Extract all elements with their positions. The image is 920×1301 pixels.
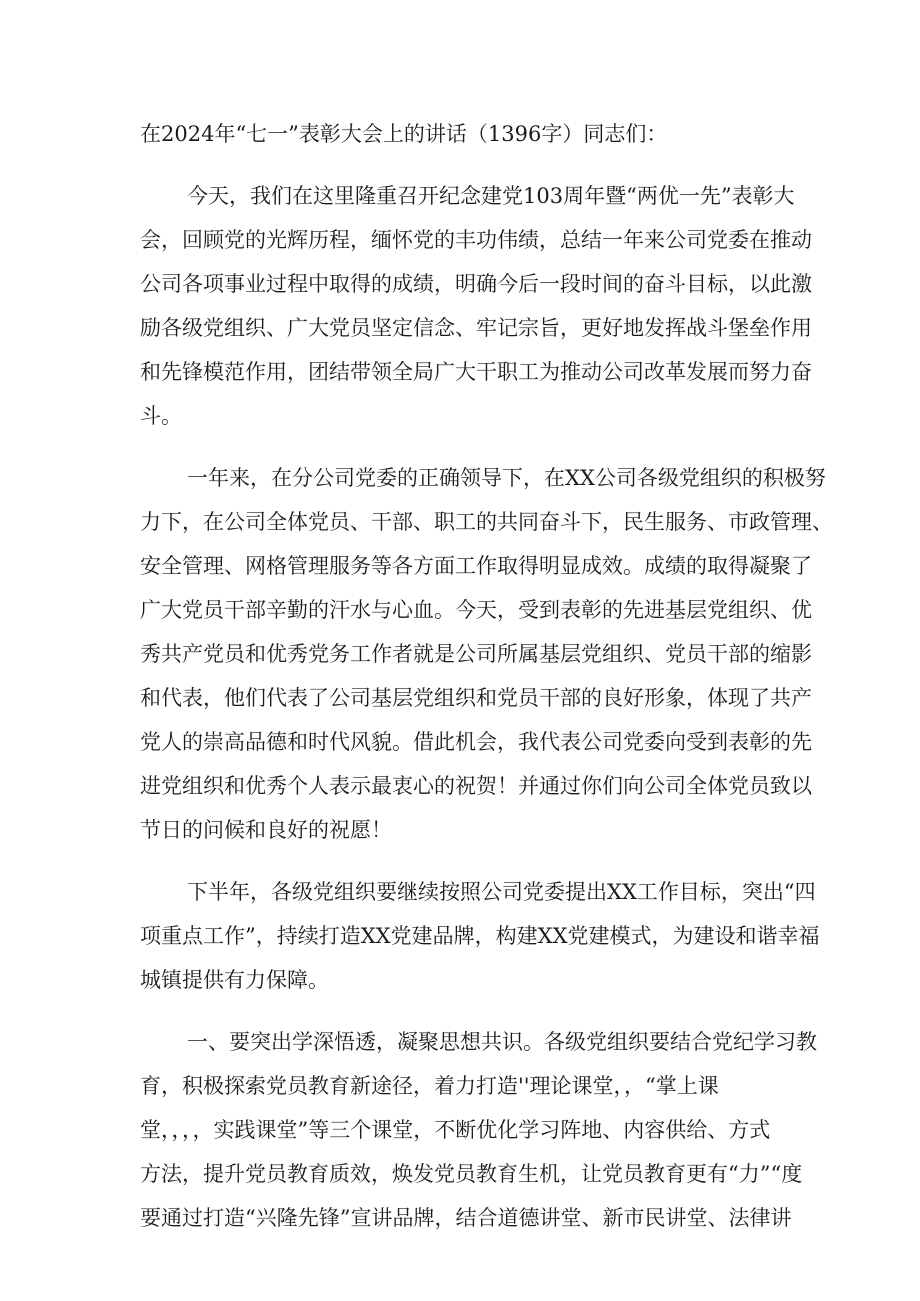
document-body bbox=[140, 112, 833, 1240]
speech-title: 在2024年“七一”表彰大会上的讲话（1396字）同志们： bbox=[140, 122, 668, 146]
text-line: 下半年，各级党组织要继续按照公司党委提出XX工作目标，突出“四 bbox=[187, 880, 816, 904]
text-line: 育，积极探索党员教育新途径，着力打造''理论课堂，，“掌上课 bbox=[140, 1074, 719, 1098]
paragraph bbox=[140, 456, 833, 852]
text-line: 秀共产党员和优秀党务工作者就是公司所属基层党组织、党员干部的缩影 bbox=[140, 642, 812, 666]
text-line: 励各级党组织、广大党员坚定信念、牢记宗旨，更好地发挥战斗堡垒作用 bbox=[140, 316, 812, 340]
text-line: 城镇提供有力保障。 bbox=[140, 968, 329, 992]
text-line: 方法，提升党员教育质效，焕发党员教育生机，让党员教育更有“力”“度 bbox=[140, 1162, 803, 1186]
paragraph bbox=[140, 174, 812, 438]
text-line: 公司各项事业过程中取得的成绩，明确今后一段时间的奋斗目标，以此激 bbox=[140, 272, 812, 296]
text-line: 斗。 bbox=[140, 404, 182, 428]
text-line: 安全管理、网格管理服务等各方面工作取得明显成效。成绩的取得凝聚了 bbox=[140, 554, 812, 578]
paragraph bbox=[140, 1020, 817, 1240]
text-line: 一年来，在分公司党委的正确领导下，在XX公司各级党组织的积极努 bbox=[187, 466, 826, 490]
text-line: 堂，，，，实践课堂”等三个课堂，不断优化学习阵地、内容供给、方式 bbox=[140, 1118, 771, 1142]
text-line: 项重点工作”，持续打造XX党建品牌，构建XX党建模式，为建设和谐幸福 bbox=[140, 924, 820, 948]
text-line: 和代表，他们代表了公司基层党组织和党员干部的良好形象，体现了共产 bbox=[140, 686, 812, 710]
text-line: 力下，在公司全体党员、干部、职工的共同奋斗下，民生服务、市政管理、 bbox=[140, 510, 833, 534]
text-line: 今天，我们在这里隆重召开纪念建党103周年暨“两优一先”表彰大 bbox=[187, 184, 795, 208]
text-line: 党人的崇高品德和时代风貌。借此机会，我代表公司党委向受到表彰的先 bbox=[140, 730, 812, 754]
paragraph bbox=[140, 870, 820, 1002]
paragraph-list bbox=[140, 174, 833, 1240]
text-line: 一、要突出学深悟透，凝聚思想共识。各级党组织要结合党纪学习教 bbox=[187, 1030, 817, 1054]
text-line: 节日的问候和良好的祝愿！ bbox=[140, 818, 392, 842]
text-line: 进党组织和优秀个人表示最衷心的祝贺！并通过你们向公司全体党员致以 bbox=[140, 774, 812, 798]
text-line: 要通过打造“兴隆先锋”宣讲品牌，结合道德讲堂、新市民讲堂、法律讲 bbox=[140, 1206, 792, 1230]
text-line: 和先锋模范作用，团结带领全局广大干职工为推动公司改革发展而努力奋 bbox=[140, 360, 812, 384]
text-line: 会，回顾党的光辉历程，缅怀党的丰功伟绩，总结一年来公司党委在推动 bbox=[140, 228, 812, 252]
text-line: 广大党员干部辛勤的汗水与心血。今天，受到表彰的先进基层党组织、优 bbox=[140, 598, 812, 622]
